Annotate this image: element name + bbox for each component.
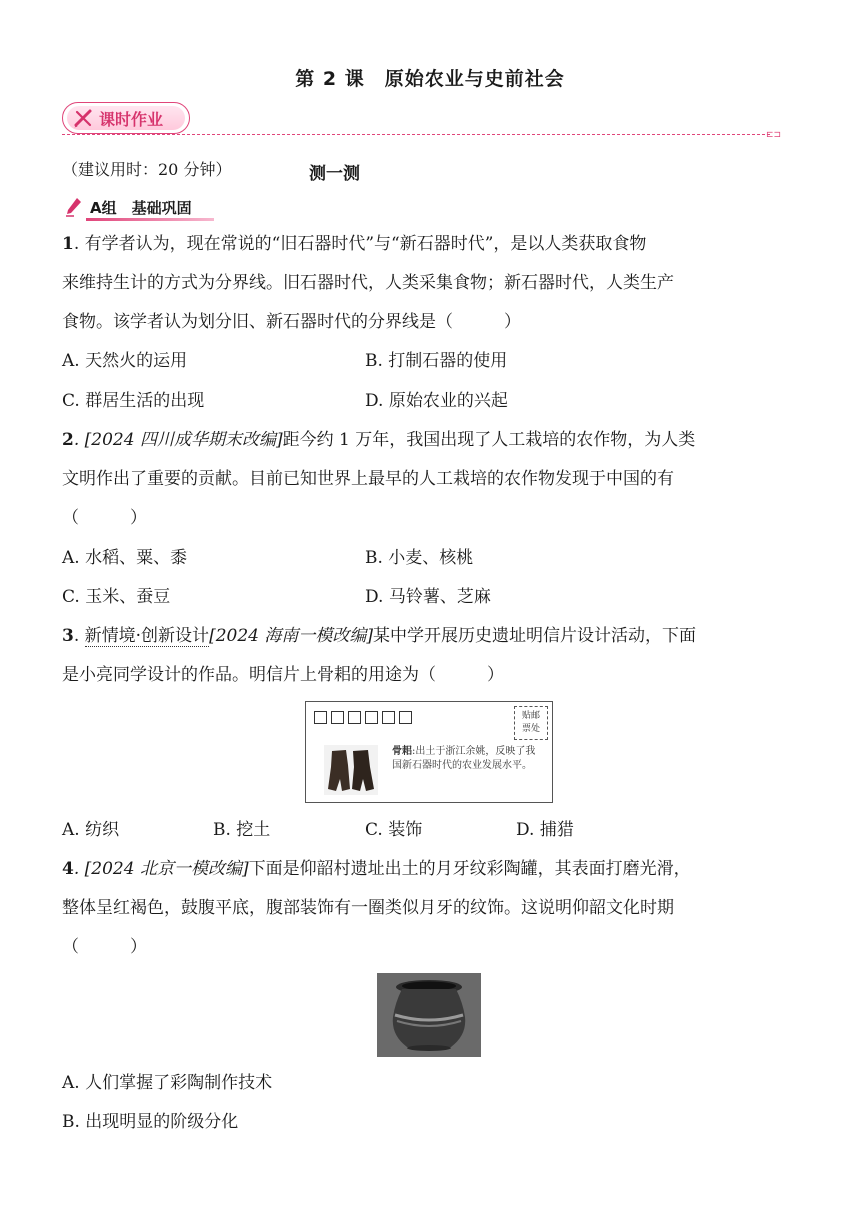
q4-line-2: 整体呈红褐色，鼓腹平底，腹部装饰有一圈类似月牙的纹饰。这说明仰韶文化时期 [62, 898, 674, 918]
q4-source: . [2024 北京一模改编] [73, 859, 249, 879]
q2-line-1: 2. [2024 四川成华期末改编]距今约 1 万年，我国出现了人工栽培的农作物，为人类 [62, 430, 696, 450]
pottery-jar-image [377, 973, 481, 1057]
q4-option-b: B. 出现明显的阶级分化 [62, 1112, 239, 1132]
q4-line-1: 4. [2024 北京一模改编]下面是仰韶村遗址出土的月牙纹彩陶罐，其表面打磨光滑， [62, 859, 691, 879]
badge-label: 课时作业 [99, 109, 164, 129]
header-divider [62, 134, 770, 135]
q3-tag: 新情境·创新设计 [84, 626, 210, 646]
q4-option-a: A. 人们掌握了彩陶制作技术 [62, 1073, 273, 1093]
page-title: 第 2 课 原始农业与史前社会 [295, 68, 565, 90]
group-underline [86, 218, 214, 221]
q3-number: 3 [62, 626, 74, 646]
q1-line-3: 食物。该学者认为划分旧、新石器时代的分界线是（ ） [62, 312, 521, 332]
q3-option-d: D. 捕猎 [516, 820, 574, 840]
q1-number: 1 [62, 234, 74, 254]
pen-icon [64, 196, 84, 218]
zip-box [348, 711, 361, 724]
postcard-caption: 骨耜:出土于浙江余姚，反映了我国新石器时代的农业发展水平。 [392, 746, 536, 771]
postcard [305, 701, 553, 803]
q1-option-c: C. 群居生活的出现 [62, 391, 205, 411]
pottery-jar-drawing [377, 973, 481, 1057]
q1-option-a: A. 天然火的运用 [62, 351, 188, 371]
pencil-ruler-icon [73, 108, 95, 128]
group-heading [62, 196, 214, 220]
q2-line-2: 文明作出了重要的贡献。目前已知世界上最早的人工栽培的农作物发现于中国的有 [62, 469, 674, 489]
q2-line-3: （ ） [62, 508, 147, 528]
q1-option-d: D. 原始农业的兴起 [365, 391, 508, 411]
q2-option-b: B. 小麦、核桃 [365, 548, 474, 568]
q3-line-1: 3. 新情境·创新设计[2024 海南一模改编]某中学开展历史遗址明信片设计活动，下面 [62, 626, 696, 646]
stamp-box: 贴邮 票处 [514, 706, 548, 740]
zip-box [331, 711, 344, 724]
section-label: 测一测 [309, 164, 360, 184]
divider-end-icon: ⊏⊐ [766, 130, 782, 140]
q1-option-b: B. 打制石器的使用 [365, 351, 508, 371]
q2-option-c: C. 玉米、蚕豆 [62, 587, 171, 607]
q1-line-2: 来维持生计的方式为分界线。旧石器时代，人类采集食物；新石器时代，人类生产 [62, 273, 674, 293]
q2-number: 2 [62, 430, 74, 450]
q1-line-1: 1. 有学者认为，现在常说的“旧石器时代”与“新石器时代”，是以人类获取食物 [62, 234, 647, 254]
zip-box [314, 711, 327, 724]
bone-spade-image [324, 745, 378, 795]
zip-box [382, 711, 395, 724]
q3-option-c: C. 装饰 [365, 820, 423, 840]
homework-badge [62, 102, 190, 134]
group-label: A组 基础巩固 [90, 199, 192, 217]
q3-option-a: A. 纺织 [62, 820, 120, 840]
zip-box [399, 711, 412, 724]
q3-source: [2024 海南一模改编] [209, 626, 373, 646]
q4-line-3: （ ） [62, 937, 147, 957]
suggested-time: （建议用时：20 分钟） [62, 160, 232, 179]
q4-number: 4 [62, 859, 74, 879]
q3-line-2: 是小亮同学设计的作品。明信片上骨耜的用途为（ ） [62, 665, 504, 685]
q2-option-d: D. 马铃薯、芝麻 [365, 587, 491, 607]
q3-option-b: B. 挖土 [213, 820, 271, 840]
q2-source: . [2024 四川成华期末改编] [73, 430, 283, 450]
q2-option-a: A. 水稻、粟、黍 [62, 548, 188, 568]
zip-box [365, 711, 378, 724]
